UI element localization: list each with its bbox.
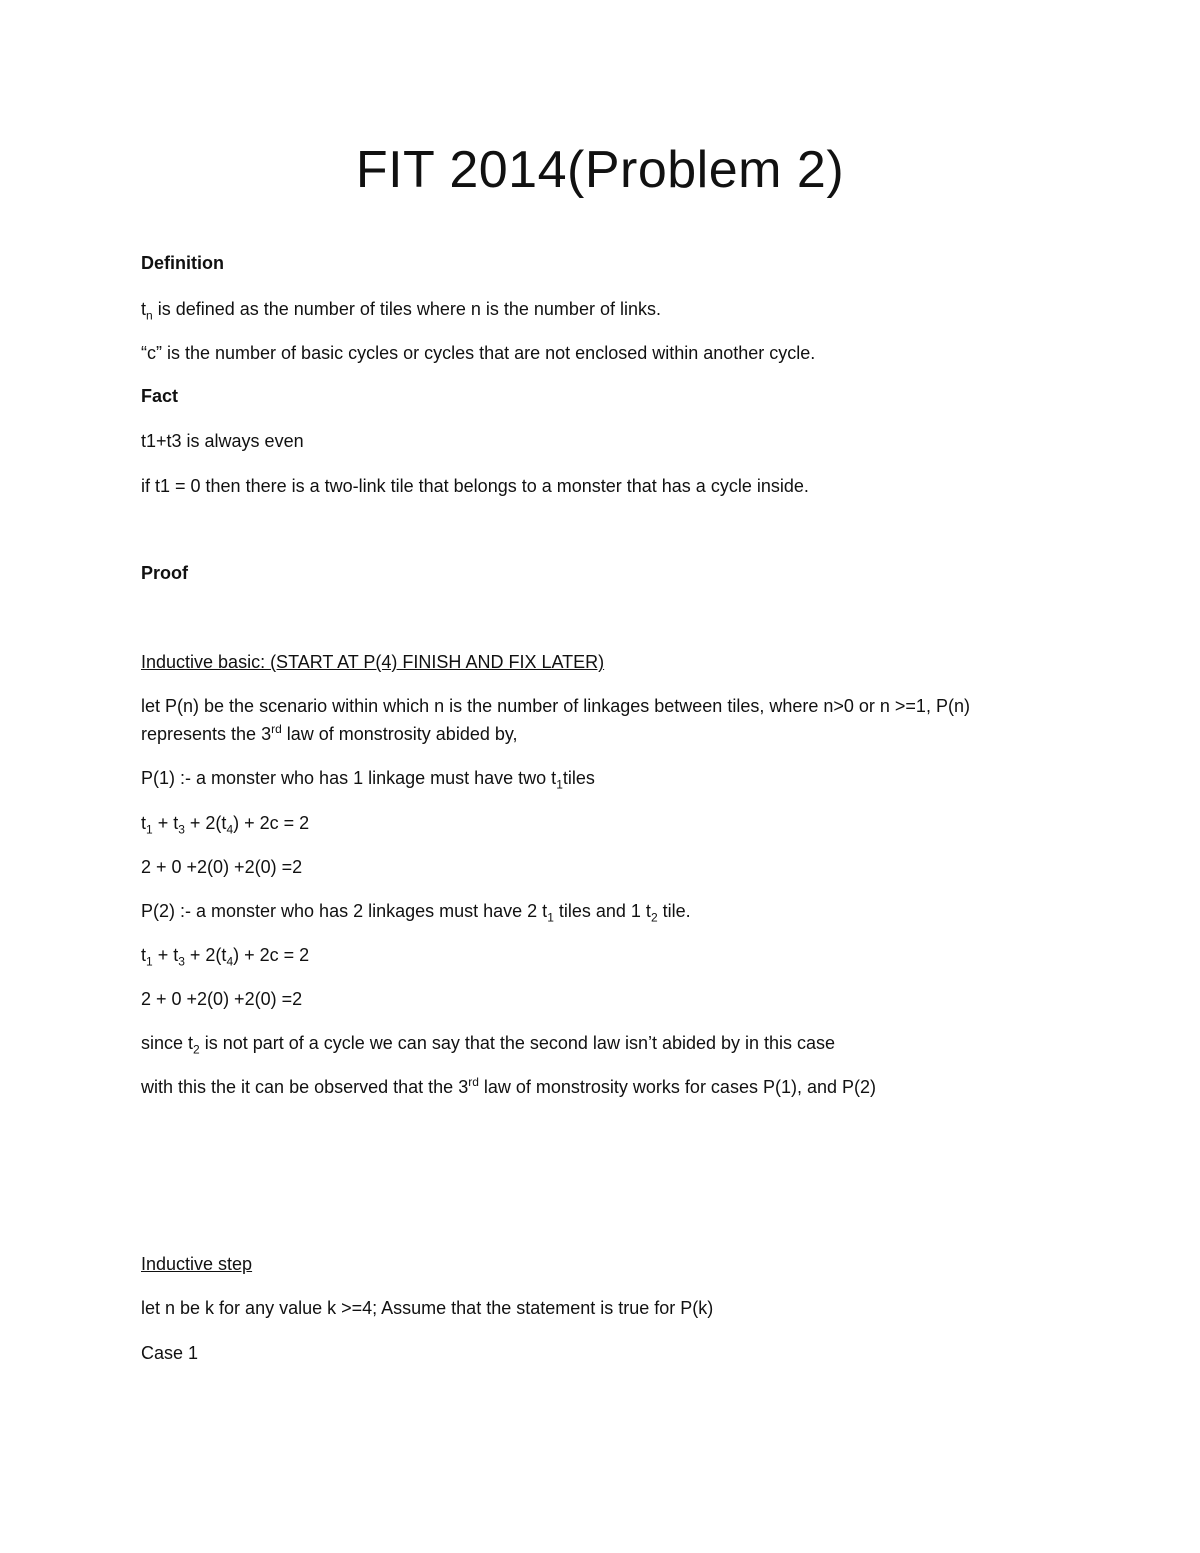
with-line [141, 1075, 876, 1099]
eq-term: ) + 2c = 2 [233, 813, 310, 833]
eq-term: + 2(t [184, 945, 227, 965]
let-pn-text-end: law of monstrosity abided by, [281, 724, 518, 744]
eq-term: t [141, 813, 147, 833]
definition-line-c: “c” is the number of basic cycles or cycles that are not enclosed within another cycle. [141, 343, 816, 363]
calc-line-1: 2 + 0 +2(0) +2(0) =2 [141, 857, 303, 877]
calc-line-2: 2 + 0 +2(0) +2(0) =2 [141, 989, 303, 1009]
with-text-end: law of monstrosity works for cases P(1), and P(2) [478, 1077, 876, 1097]
eq-subscript: 4 [226, 954, 234, 969]
eq-term: + t [152, 813, 179, 833]
eq-subscript: 4 [226, 822, 234, 837]
p1-line [141, 766, 595, 790]
tn-subscript: n [146, 308, 153, 323]
p1-subscript: 1 [556, 777, 563, 792]
eq-term: + 2(t [184, 813, 227, 833]
page-title: FIT 2014(Problem 2) [355, 141, 845, 199]
eq-subscript: 3 [178, 822, 185, 837]
equation-2 [141, 943, 309, 967]
fact-heading: Fact [141, 386, 179, 406]
definition-line-tn [141, 297, 661, 321]
since-text: since t [141, 1033, 194, 1053]
proof-heading: Proof [141, 563, 188, 583]
tn-base: t [141, 299, 147, 319]
eq-term: + t [152, 945, 179, 965]
definition-heading: Definition [141, 253, 224, 273]
eq-subscript: 1 [146, 954, 153, 969]
p2-text-mid: tiles and 1 t [553, 901, 651, 921]
equation-1 [141, 811, 309, 835]
let-pn-line-b [141, 722, 518, 746]
since-line [141, 1031, 835, 1055]
ordinal-suffix: rd [468, 1075, 479, 1089]
p2-subscript: 2 [650, 910, 658, 925]
p1-text: P(1) :- a monster who has 1 linkage must have two t [141, 768, 557, 788]
case-1-label: Case 1 [141, 1343, 199, 1363]
fact-line-1: t1+t3 is always even [141, 431, 304, 451]
since-subscript: 2 [193, 1042, 200, 1057]
eq-term: t [141, 945, 147, 965]
inductive-step-line: let n be k for any value k >=4; Assume that the statement is true for P(k) [141, 1298, 714, 1318]
p2-text-end: tile. [657, 901, 691, 921]
let-pn-line-a: let P(n) be the scenario within which n is the number of linkages between tiles, where n>0 or n >=1, P(n) [141, 696, 970, 716]
tn-text: is defined as the number of tiles where n is the number of links. [152, 299, 661, 319]
inductive-basic-heading: Inductive basic: (START AT P(4) FINISH AND FIX LATER) [141, 652, 605, 672]
p2-line [141, 899, 691, 923]
with-text: with this the it can be observed that the 3 [141, 1077, 469, 1097]
p1-text-end: tiles [562, 768, 595, 788]
ordinal-suffix: rd [271, 722, 282, 736]
eq-subscript: 3 [178, 954, 185, 969]
since-text-end: is not part of a cycle we can say that the second law isn’t abided by in this case [199, 1033, 836, 1053]
fact-line-2: if t1 = 0 then there is a two-link tile that belongs to a monster that has a cycle inside. [141, 476, 809, 496]
p2-subscript: 1 [547, 910, 554, 925]
eq-term: ) + 2c = 2 [233, 945, 310, 965]
inductive-step-heading: Inductive step [141, 1254, 253, 1274]
p2-text: P(2) :- a monster who has 2 linkages must have 2 t [141, 901, 548, 921]
let-pn-text: represents the 3 [141, 724, 272, 744]
eq-subscript: 1 [146, 822, 153, 837]
